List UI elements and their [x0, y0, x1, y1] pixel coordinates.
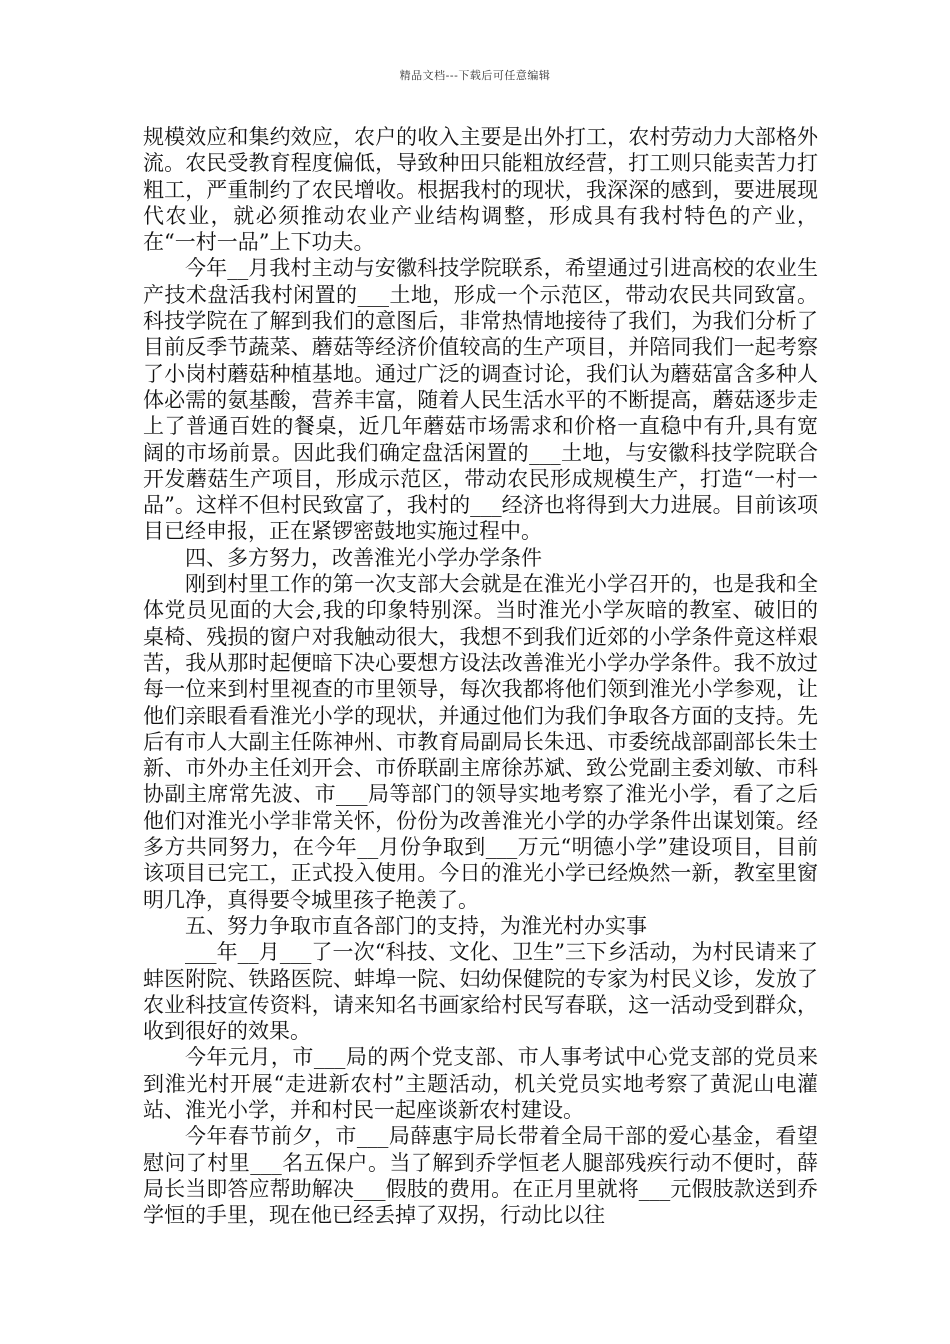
paragraph-3: 刚到村里工作的第一次支部大会就是在淮光小学召开的，也是我和全体党员见面的大会,我的印象特别深。当时淮光小学灰暗的教室、破旧的桌椅、残损的窗户对我触动很大，我想不到我们近郊的小学条件竟这样艰苦，我从那时起便暗下决心要想方设法改善淮光小学办学条件。我不放过每一位来到村里视查的市里领导，每次我都将他们领到淮光小学参观，让他们亲眼看看淮光小学的现状，并通过他们为我们争取各方面的支持。先后有市人大副主任陈神州、市教育局副局长朱迅、市委统战部副部长朱士新、市外办主任刘开会、市侨联副主席徐苏斌、致公党副主委刘敏、市科协副主席常先波、市___局等部门的领导实地考察了淮光小学，看了之后他们对淮光小学非常关怀，份份为改善淮光小学的办学条件出谋划策。经多方共同努力，在今年__月份争取到___万元“明德小学”建设项目，目前该项目已完工，正式投入使用。今日的淮光小学已经焕然一新，教室里窗明几净，真得要令城里孩子艳羡了。	[143, 572, 818, 912]
paragraph-2: 今年__月我村主动与安徽科技学院联系，希望通过引进高校的农业生产技术盘活我村闲置的___土地，形成一个示范区，带动农民共同致富。科技学院在了解到我们的意图后，非常热情地接待了我们，为我们分析了目前反季节蔬菜、蘑菇等经济价值较高的生产项目，并陪同我们一起考察了小岗村蘑菇种植基地。通过广泛的调查讨论，我们认为蘑菇富含多种人体必需的氨基酸，营养丰富，随着人民生活水平的不断提高，蘑菇逐步走上了普通百姓的餐桌，近几年蘑菇市场需求和价格一直稳中有升,具有宽阔的市场前景。因此我们确定盘活闲置的___土地，与安徽科技学院联合开发蘑菇生产项目，形成示范区，带动农民形成规模生产，打造“一村一品”。这样不但村民致富了，我村的___经济也将得到大力进展。目前该项目已经申报，正在紧锣密鼓地实施过程中。	[143, 256, 818, 544]
paragraph-4: ___年__月___了一次“科技、文化、卫生”三下乡活动，为村民请来了蚌医附院、铁路医院、蚌埠一院、妇幼保健院的专家为村民义诊，发放了农业科技宣传资料，请来知名书画家给村民写春联，这一活动受到群众，收到很好的效果。	[143, 940, 818, 1044]
paragraph-6: 今年春节前夕，市___局薛惠宇局长带着全局干部的爱心基金，看望慰问了村里___名五保户。当了解到乔学恒老人腿部残疾行动不便时，薛局长当即答应帮助解决___假肢的费用。在正月里就将___元假肢款送到乔学恒的手里，现在他已经丢掉了双拐，行动比以往	[143, 1124, 818, 1228]
document-body	[143, 124, 818, 1228]
section-heading-5: 五、努力争取市直各部门的支持，为淮光村办实事	[185, 913, 647, 938]
paragraph-5: 今年元月，市___局的两个党支部、市人事考试中心党支部的党员来到淮光村开展“走进新农村”主题活动，机关党员实地考察了黄泥山电灌站、淮光小学，并和村民一起座谈新农村建设。	[143, 1045, 818, 1122]
page-header: 精品文档---下载后可任意编辑	[399, 69, 551, 82]
paragraph-1: 规模效应和集约效应，农户的收入主要是出外打工，农村劳动力大部格外流。农民受教育程度偏低，导致种田只能粗放经营，打工则只能卖苦力打粗工，严重制约了农民增收。根据我村的现状，我深深的感到，要进展现代农业，就必须推动农业产业结构调整，形成具有我村特色的产业，在“一村一品”上下功夫。	[143, 125, 818, 255]
section-heading-4: 四、多方努力，改善淮光小学办学条件	[185, 545, 542, 570]
